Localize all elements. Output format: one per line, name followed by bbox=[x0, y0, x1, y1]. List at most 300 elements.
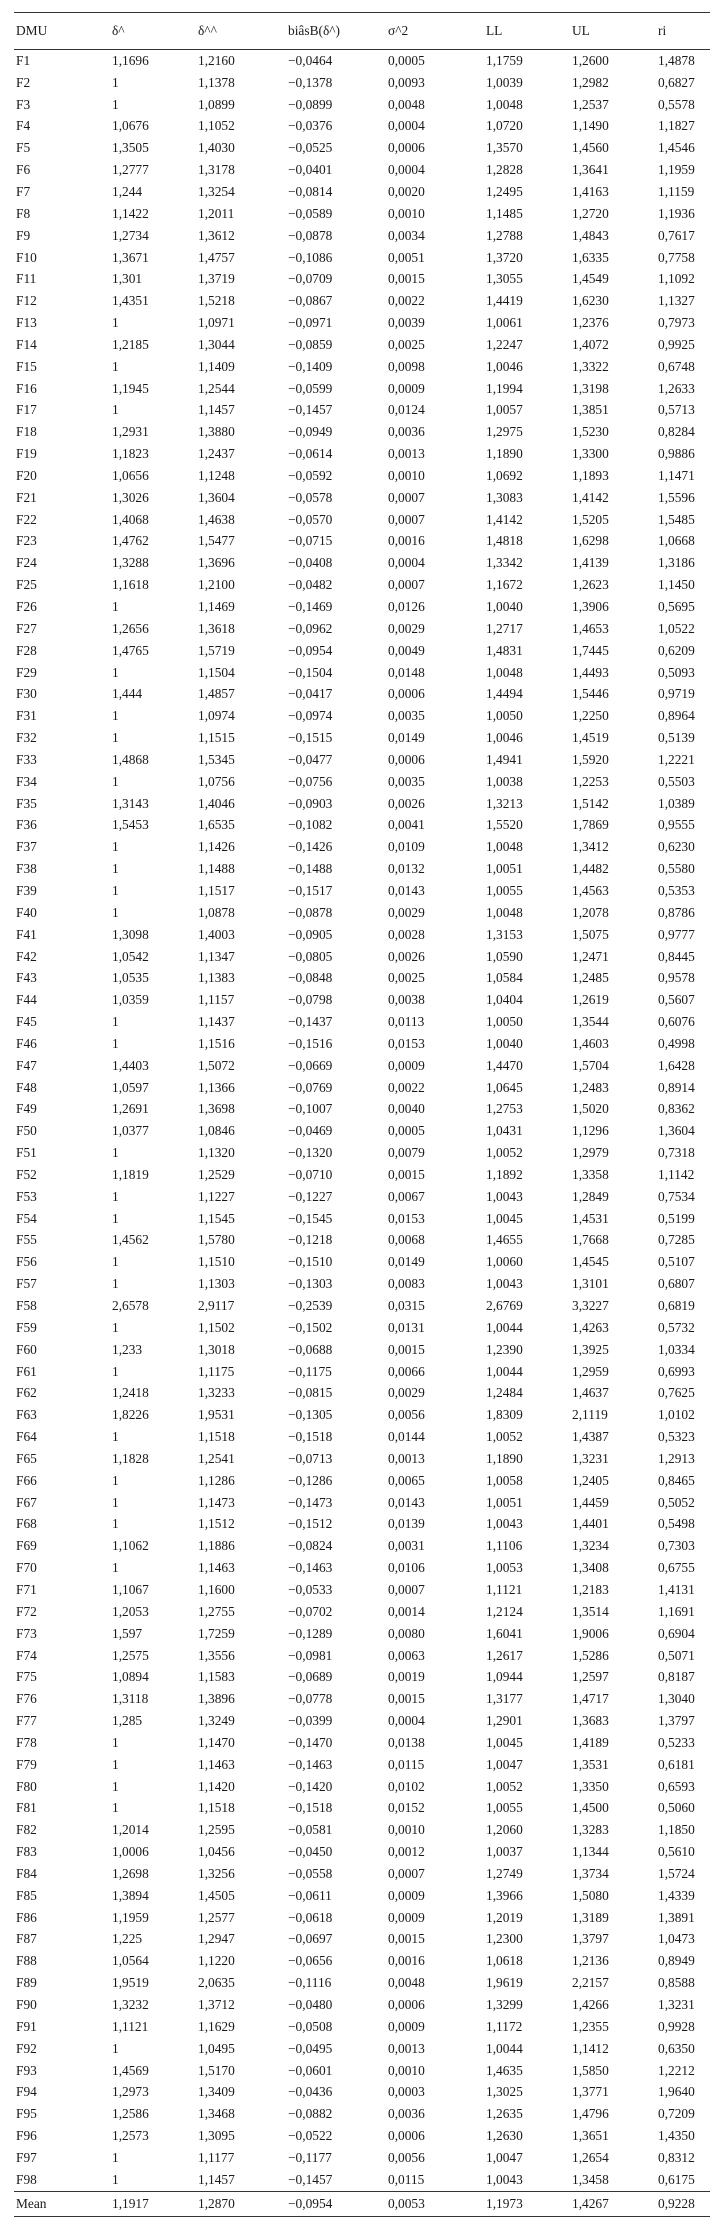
cell-delta-hat: 1,1067 bbox=[112, 1581, 149, 1597]
cell-ul: 1,2471 bbox=[572, 948, 609, 964]
cell-ll: 1,4818 bbox=[486, 533, 523, 549]
table-row bbox=[14, 1295, 710, 1317]
cell-delta-hat: 1,8226 bbox=[112, 1407, 149, 1423]
cell-delta-hat: 2,6578 bbox=[112, 1298, 149, 1314]
cell-sigma-sq: 0,0006 bbox=[388, 751, 425, 767]
cell-ul: 1,4637 bbox=[572, 1385, 609, 1401]
cell-ll: 1,3083 bbox=[486, 489, 523, 505]
table-row bbox=[14, 1950, 710, 1972]
cell-ll: 1,2390 bbox=[486, 1341, 523, 1357]
cell-ri: 0,5093 bbox=[658, 664, 695, 680]
cell-delta-double-hat: 1,2160 bbox=[198, 52, 235, 68]
cell-ll: 1,0040 bbox=[486, 1035, 523, 1051]
cell-ul: 1,4545 bbox=[572, 1254, 609, 1270]
cell-sigma-sq: 0,0139 bbox=[388, 1516, 425, 1532]
cell-dmu: F18 bbox=[16, 424, 37, 440]
cell-dmu: F10 bbox=[16, 249, 37, 265]
cell-delta-double-hat: 1,1516 bbox=[198, 1035, 235, 1051]
cell-sigma-sq: 0,0153 bbox=[388, 1035, 425, 1051]
cell-ll: 2,6769 bbox=[486, 1298, 523, 1314]
cell-bias: −0,1177 bbox=[288, 2149, 332, 2165]
cell-bias: −0,0778 bbox=[288, 1691, 333, 1707]
cell-dmu: F26 bbox=[16, 599, 37, 615]
cell-ll: 1,0590 bbox=[486, 948, 523, 964]
table-row bbox=[14, 1994, 710, 2016]
cell-ul: 1,2623 bbox=[572, 577, 609, 593]
cell-delta-hat: 1 bbox=[112, 730, 119, 746]
cell-ul: 1,2537 bbox=[572, 96, 609, 112]
cell-bias: −0,1086 bbox=[288, 249, 333, 265]
cell-sigma-sq: 0,0004 bbox=[388, 162, 425, 178]
cell-dmu: F92 bbox=[16, 2040, 37, 2056]
cell-ll: 1,1172 bbox=[486, 2018, 523, 2034]
cell-ll: 1,4470 bbox=[486, 1057, 523, 1073]
cell-delta-double-hat: 1,2437 bbox=[198, 446, 235, 462]
cell-dmu: F98 bbox=[16, 2171, 37, 2187]
cell-dmu: F1 bbox=[16, 52, 31, 68]
cell-delta-hat: 1,4762 bbox=[112, 533, 149, 549]
cell-ri: 1,1159 bbox=[658, 183, 695, 199]
cell-sigma-sq: 0,0010 bbox=[388, 467, 425, 483]
cell-bias: −0,1378 bbox=[288, 74, 333, 90]
cell-ri: 0,5233 bbox=[658, 1734, 695, 1750]
table-row bbox=[14, 1929, 710, 1951]
cell-delta-double-hat: 1,0974 bbox=[198, 708, 235, 724]
cell-delta-hat: 1,2575 bbox=[112, 1647, 149, 1663]
cell-sigma-sq: 0,0143 bbox=[388, 882, 425, 898]
cell-ul: 1,2250 bbox=[572, 708, 609, 724]
cell-ri: 1,9640 bbox=[658, 2084, 695, 2100]
cell-sigma-sq: 0,0015 bbox=[388, 1931, 425, 1947]
cell-dmu: F74 bbox=[16, 1647, 37, 1663]
cell-ul: 2,2157 bbox=[572, 1975, 609, 1991]
table-row bbox=[14, 1273, 710, 1295]
cell-delta-double-hat: 1,1473 bbox=[198, 1494, 235, 1510]
cell-ul: 1,4717 bbox=[572, 1691, 609, 1707]
cell-ri: 0,8914 bbox=[658, 1079, 695, 1095]
cell-ri: 1,4878 bbox=[658, 52, 695, 68]
cell-ll: 1,0045 bbox=[486, 1210, 523, 1226]
header-delta-double-hat: δ^^ bbox=[196, 13, 286, 50]
cell-ll: 1,0692 bbox=[486, 467, 523, 483]
cell-ll: 1,2630 bbox=[486, 2128, 523, 2144]
cell-ll: 1,2788 bbox=[486, 227, 523, 243]
cell-bias: −0,0756 bbox=[288, 773, 333, 789]
table-row bbox=[14, 640, 710, 662]
table-row bbox=[14, 1426, 710, 1448]
cell-ul: 1,3231 bbox=[572, 1450, 609, 1466]
table-row bbox=[14, 2016, 710, 2038]
cell-delta-double-hat: 1,3409 bbox=[198, 2084, 235, 2100]
cell-dmu: F31 bbox=[16, 708, 37, 724]
cell-bias: −0,1218 bbox=[288, 1232, 333, 1248]
cell-delta-double-hat: 1,3233 bbox=[198, 1385, 235, 1401]
cell-ri: 0,6748 bbox=[658, 358, 695, 374]
cell-ul: 1,7445 bbox=[572, 642, 609, 658]
cell-ri: 1,1450 bbox=[658, 577, 695, 593]
cell-dmu: F9 bbox=[16, 227, 31, 243]
cell-ll: 1,0048 bbox=[486, 96, 523, 112]
cell-ll: 1,0039 bbox=[486, 74, 523, 90]
cell-bias: −0,0715 bbox=[288, 533, 333, 549]
cell-dmu: F17 bbox=[16, 402, 37, 418]
cell-delta-hat: 1,1062 bbox=[112, 1538, 149, 1554]
cell-ri: 1,1936 bbox=[658, 205, 695, 221]
cell-ri: 0,9925 bbox=[658, 336, 695, 352]
cell-delta-double-hat: 1,2755 bbox=[198, 1603, 235, 1619]
table-row bbox=[14, 1863, 710, 1885]
cell-delta-double-hat: 1,3612 bbox=[198, 227, 235, 243]
cell-ll: 1,3299 bbox=[486, 1997, 523, 2013]
cell-delta-double-hat: 1,1437 bbox=[198, 1014, 235, 1030]
cell-ul: 1,4459 bbox=[572, 1494, 609, 1510]
cell-ll: 1,4831 bbox=[486, 642, 523, 658]
cell-ll: 1,1485 bbox=[486, 205, 523, 221]
table-row bbox=[14, 1011, 710, 1033]
cell-dmu: F43 bbox=[16, 970, 37, 986]
cell-sigma-sq: 0,0049 bbox=[388, 642, 425, 658]
cell-ri: 0,8445 bbox=[658, 948, 695, 964]
cell-delta-hat: 1,1945 bbox=[112, 380, 149, 396]
cell-ul: 1,2979 bbox=[572, 1145, 609, 1161]
table-row bbox=[14, 574, 710, 596]
cell-dmu: F57 bbox=[16, 1276, 37, 1292]
cell-bias: −0,1082 bbox=[288, 817, 333, 833]
cell-delta-double-hat: 1,2947 bbox=[198, 1931, 235, 1947]
cell-dmu: F76 bbox=[16, 1691, 37, 1707]
cell-ul: 1,3851 bbox=[572, 402, 609, 418]
cell-bias: −0,1286 bbox=[288, 1472, 333, 1488]
cell-delta-hat: 1,301 bbox=[112, 271, 143, 287]
cell-bias: −0,1320 bbox=[288, 1145, 333, 1161]
cell-ri: 0,7625 bbox=[658, 1385, 695, 1401]
cell-dmu: F62 bbox=[16, 1385, 37, 1401]
table-row bbox=[14, 749, 710, 771]
cell-delta-hat: 1,3232 bbox=[112, 1997, 149, 2013]
cell-ri: 0,6904 bbox=[658, 1625, 695, 1641]
cell-delta-double-hat: 1,1227 bbox=[198, 1188, 235, 1204]
cell-ri: 1,4350 bbox=[658, 2128, 695, 2144]
cell-dmu: F93 bbox=[16, 2062, 37, 2078]
cell-delta-double-hat: 1,1600 bbox=[198, 1581, 235, 1597]
cell-delta-double-hat: 1,3556 bbox=[198, 1647, 235, 1663]
cell-ll: 1,3025 bbox=[486, 2084, 523, 2100]
table-row bbox=[14, 552, 710, 574]
cell-sigma-sq: 0,0038 bbox=[388, 992, 425, 1008]
cell-sigma-sq: 0,0013 bbox=[388, 446, 425, 462]
cell-ul: 1,4072 bbox=[572, 336, 609, 352]
cell-sigma-sq: 0,0016 bbox=[388, 1953, 425, 1969]
cell-ul: 1,2355 bbox=[572, 2018, 609, 2034]
cell-delta-hat: 1 bbox=[112, 1800, 119, 1816]
cell-delta-double-hat: 1,1512 bbox=[198, 1516, 235, 1532]
cell-bias: −0,0611 bbox=[288, 1887, 332, 1903]
cell-delta-hat: 1,244 bbox=[112, 183, 143, 199]
cell-bias: −0,1473 bbox=[288, 1494, 333, 1510]
mean-row bbox=[14, 2191, 710, 2216]
table-row bbox=[14, 1251, 710, 1273]
cell-sigma-sq: 0,0109 bbox=[388, 839, 425, 855]
cell-ul: 1,4500 bbox=[572, 1800, 609, 1816]
cell-delta-hat: 1 bbox=[112, 402, 119, 418]
cell-sigma-sq: 0,0079 bbox=[388, 1145, 425, 1161]
cell-ri: 1,3604 bbox=[658, 1123, 695, 1139]
cell-dmu: F27 bbox=[16, 620, 37, 636]
cell-delta-double-hat: 1,1463 bbox=[198, 1560, 235, 1576]
cell-dmu: F45 bbox=[16, 1014, 37, 1030]
cell-ul: 1,9006 bbox=[572, 1625, 609, 1641]
cell-dmu: F19 bbox=[16, 446, 37, 462]
cell-ll: 1,0052 bbox=[486, 1429, 523, 1445]
cell-dmu: F50 bbox=[16, 1123, 37, 1139]
cell-bias: −0,1420 bbox=[288, 1778, 333, 1794]
cell-ul: 1,4531 bbox=[572, 1210, 609, 1226]
cell-ri: 1,4131 bbox=[658, 1581, 695, 1597]
cell-ll: 1,0048 bbox=[486, 664, 523, 680]
table-row bbox=[14, 1317, 710, 1339]
cell-bias: −0,0399 bbox=[288, 1713, 333, 1729]
cell-ul: 1,5080 bbox=[572, 1887, 609, 1903]
cell-delta-hat: 1,1823 bbox=[112, 446, 149, 462]
cell-delta-double-hat: 1,1052 bbox=[198, 118, 235, 134]
cell-dmu: F11 bbox=[16, 271, 37, 287]
cell-ri: 0,5323 bbox=[658, 1429, 695, 1445]
cell-dmu: F3 bbox=[16, 96, 31, 112]
table-row bbox=[14, 421, 710, 443]
cell-delta-hat: 1,3098 bbox=[112, 926, 149, 942]
cell-ll: 1,0047 bbox=[486, 2149, 523, 2165]
cell-dmu: F60 bbox=[16, 1341, 37, 1357]
cell-delta-double-hat: 2,0635 bbox=[198, 1975, 235, 1991]
cell-ll: 1,2901 bbox=[486, 1713, 523, 1729]
cell-delta-double-hat: 1,1583 bbox=[198, 1669, 235, 1685]
cell-delta-double-hat: 1,4003 bbox=[198, 926, 235, 942]
cell-ri: 0,8949 bbox=[658, 1953, 695, 1969]
cell-ul: 1,3734 bbox=[572, 1865, 609, 1881]
cell-ll: 1,0037 bbox=[486, 1844, 523, 1860]
cell-delta-hat: 1,2931 bbox=[112, 424, 149, 440]
cell-delta-double-hat: 1,2577 bbox=[198, 1909, 235, 1925]
cell-ri: 0,5695 bbox=[658, 599, 695, 615]
table-row bbox=[14, 334, 710, 356]
table-row bbox=[14, 1448, 710, 1470]
cell-delta-hat: 1,3026 bbox=[112, 489, 149, 505]
cell-bias: −0,1504 bbox=[288, 664, 333, 680]
cell-delta-double-hat: 1,4638 bbox=[198, 511, 235, 527]
table-row bbox=[14, 531, 710, 553]
cell-dmu: F22 bbox=[16, 511, 37, 527]
cell-delta-double-hat: 1,1177 bbox=[198, 2149, 235, 2165]
cell-ri: 1,1850 bbox=[658, 1822, 695, 1838]
cell-delta-hat: 1 bbox=[112, 904, 119, 920]
cell-sigma-sq: 0,0036 bbox=[388, 2106, 425, 2122]
cell-bias: −0,0436 bbox=[288, 2084, 333, 2100]
results-table bbox=[14, 12, 710, 2217]
cell-ri: 0,7758 bbox=[658, 249, 695, 265]
cell-ri: 0,6807 bbox=[658, 1276, 695, 1292]
cell-delta-double-hat: 1,1426 bbox=[198, 839, 235, 855]
cell-sigma-sq: 0,0015 bbox=[388, 1166, 425, 1182]
cell-ll: 1,4419 bbox=[486, 293, 523, 309]
cell-dmu: F7 bbox=[16, 183, 31, 199]
cell-bias: −0,1469 bbox=[288, 599, 333, 615]
cell-ri: 0,5578 bbox=[658, 96, 695, 112]
cell-dmu: F72 bbox=[16, 1603, 37, 1619]
cell-dmu: F49 bbox=[16, 1101, 37, 1117]
cell-delta-double-hat: 1,1502 bbox=[198, 1319, 235, 1335]
cell-sigma-sq: 0,0115 bbox=[388, 2171, 425, 2187]
header-ll: LL bbox=[484, 13, 570, 50]
cell-delta-hat: 1,9519 bbox=[112, 1975, 149, 1991]
cell-ri: 0,5199 bbox=[658, 1210, 695, 1226]
table-row bbox=[14, 2147, 710, 2169]
cell-ul: 2,1119 bbox=[572, 1407, 608, 1423]
cell-ll: 1,2484 bbox=[486, 1385, 523, 1401]
cell-delta-hat: 1 bbox=[112, 839, 119, 855]
cell-sigma-sq: 0,0149 bbox=[388, 1254, 425, 1270]
cell-bias: −0,0878 bbox=[288, 904, 333, 920]
cell-bias: −0,0477 bbox=[288, 751, 333, 767]
cell-ll: 1,2019 bbox=[486, 1909, 523, 1925]
cell-delta-double-hat: 1,1457 bbox=[198, 2171, 235, 2187]
cell-dmu: F5 bbox=[16, 140, 31, 156]
cell-bias: −0,0769 bbox=[288, 1079, 333, 1095]
cell-bias: −0,0578 bbox=[288, 489, 333, 505]
cell-ll: 1,0044 bbox=[486, 1319, 523, 1335]
cell-dmu: F77 bbox=[16, 1713, 37, 1729]
cell-ll: 1,2495 bbox=[486, 183, 523, 199]
cell-ul: 1,4560 bbox=[572, 140, 609, 156]
cell-ri: 0,5580 bbox=[658, 861, 695, 877]
cell-ri: 1,1959 bbox=[658, 162, 695, 178]
cell-delta-double-hat: 1,4505 bbox=[198, 1887, 235, 1903]
cell-dmu: F75 bbox=[16, 1669, 37, 1685]
table-row bbox=[14, 1186, 710, 1208]
cell-bias: −0,0599 bbox=[288, 380, 333, 396]
cell-ll: 1,0048 bbox=[486, 904, 523, 920]
cell-ll: 1,2717 bbox=[486, 620, 523, 636]
cell-dmu: F56 bbox=[16, 1254, 37, 1270]
cell-delta-double-hat: 1,1420 bbox=[198, 1778, 235, 1794]
cell-bias: −0,0533 bbox=[288, 1581, 333, 1597]
cell-bias: −0,0713 bbox=[288, 1450, 333, 1466]
cell-delta-double-hat: 1,1470 bbox=[198, 1734, 235, 1750]
table-row bbox=[14, 247, 710, 269]
cell-bias: −0,0656 bbox=[288, 1953, 333, 1969]
table-row bbox=[14, 967, 710, 989]
cell-bias: −0,1470 bbox=[288, 1734, 333, 1750]
cell-sigma-sq: 0,0315 bbox=[388, 1298, 425, 1314]
cell-delta-double-hat: 1,1286 bbox=[198, 1472, 235, 1488]
cell-sigma-sq: 0,0148 bbox=[388, 664, 425, 680]
cell-sigma-sq: 0,0006 bbox=[388, 2128, 425, 2144]
cell-ul: 1,2600 bbox=[572, 52, 609, 68]
table-row bbox=[14, 50, 710, 72]
cell-delta-hat: 1,1828 bbox=[112, 1450, 149, 1466]
table-row bbox=[14, 793, 710, 815]
cell-ll: 1,0944 bbox=[486, 1669, 523, 1685]
cell-bias: −0,1516 bbox=[288, 1035, 333, 1051]
cell-ul: 1,4263 bbox=[572, 1319, 609, 1335]
cell-sigma-sq: 0,0004 bbox=[388, 1713, 425, 1729]
cell-sigma-sq: 0,0153 bbox=[388, 1210, 425, 1226]
mean-sigma-sq: 0,0053 bbox=[386, 2191, 484, 2216]
cell-ll: 1,0043 bbox=[486, 1276, 523, 1292]
cell-ll: 1,2635 bbox=[486, 2106, 523, 2122]
cell-dmu: F85 bbox=[16, 1887, 37, 1903]
cell-delta-double-hat: 1,1320 bbox=[198, 1145, 235, 1161]
cell-ul: 1,4139 bbox=[572, 555, 609, 571]
cell-dmu: F15 bbox=[16, 358, 37, 374]
cell-ul: 1,1893 bbox=[572, 467, 609, 483]
table-row bbox=[14, 378, 710, 400]
table-row bbox=[14, 1601, 710, 1623]
cell-ll: 1,2060 bbox=[486, 1822, 523, 1838]
cell-bias: −0,1305 bbox=[288, 1407, 333, 1423]
cell-ri: 1,5596 bbox=[658, 489, 695, 505]
cell-ri: 0,7209 bbox=[658, 2106, 695, 2122]
table-row bbox=[14, 2125, 710, 2147]
cell-sigma-sq: 0,0005 bbox=[388, 52, 425, 68]
cell-dmu: F47 bbox=[16, 1057, 37, 1073]
cell-dmu: F8 bbox=[16, 205, 31, 221]
cell-delta-double-hat: 1,0899 bbox=[198, 96, 235, 112]
cell-ul: 1,3531 bbox=[572, 1756, 609, 1772]
cell-sigma-sq: 0,0025 bbox=[388, 336, 425, 352]
cell-sigma-sq: 0,0007 bbox=[388, 1581, 425, 1597]
table-row bbox=[14, 902, 710, 924]
cell-ll: 1,2300 bbox=[486, 1931, 523, 1947]
cell-dmu: F82 bbox=[16, 1822, 37, 1838]
table-row bbox=[14, 1885, 710, 1907]
cell-delta-double-hat: 1,1157 bbox=[198, 992, 235, 1008]
cell-ri: 1,5724 bbox=[658, 1865, 695, 1881]
cell-ll: 1,1759 bbox=[486, 52, 523, 68]
cell-dmu: F83 bbox=[16, 1844, 37, 1860]
cell-bias: −0,1512 bbox=[288, 1516, 333, 1532]
cell-sigma-sq: 0,0022 bbox=[388, 1079, 425, 1095]
table-row bbox=[14, 443, 710, 465]
cell-bias: −0,1426 bbox=[288, 839, 333, 855]
cell-ul: 1,3101 bbox=[572, 1276, 609, 1292]
cell-bias: −0,1457 bbox=[288, 2171, 333, 2187]
cell-ul: 1,3358 bbox=[572, 1166, 609, 1182]
cell-bias: −0,1515 bbox=[288, 730, 333, 746]
cell-delta-hat: 1 bbox=[112, 358, 119, 374]
cell-ll: 1,0052 bbox=[486, 1778, 523, 1794]
cell-delta-double-hat: 1,1886 bbox=[198, 1538, 235, 1554]
cell-delta-hat: 1,4569 bbox=[112, 2062, 149, 2078]
cell-dmu: F55 bbox=[16, 1232, 37, 1248]
table-row bbox=[14, 705, 710, 727]
table-row bbox=[14, 290, 710, 312]
cell-bias: −0,1518 bbox=[288, 1429, 333, 1445]
table-row bbox=[14, 1382, 710, 1404]
cell-ul: 1,3408 bbox=[572, 1560, 609, 1576]
table-row bbox=[14, 1470, 710, 1492]
cell-dmu: F37 bbox=[16, 839, 37, 855]
cell-delta-hat: 1 bbox=[112, 315, 119, 331]
cell-dmu: F33 bbox=[16, 751, 37, 767]
cell-ri: 1,3231 bbox=[658, 1997, 695, 2013]
cell-sigma-sq: 0,0093 bbox=[388, 74, 425, 90]
cell-dmu: F12 bbox=[16, 293, 37, 309]
cell-delta-hat: 1 bbox=[112, 599, 119, 615]
cell-sigma-sq: 0,0010 bbox=[388, 1822, 425, 1838]
cell-dmu: F34 bbox=[16, 773, 37, 789]
cell-delta-hat: 1,2777 bbox=[112, 162, 149, 178]
cell-ri: 0,5498 bbox=[658, 1516, 695, 1532]
